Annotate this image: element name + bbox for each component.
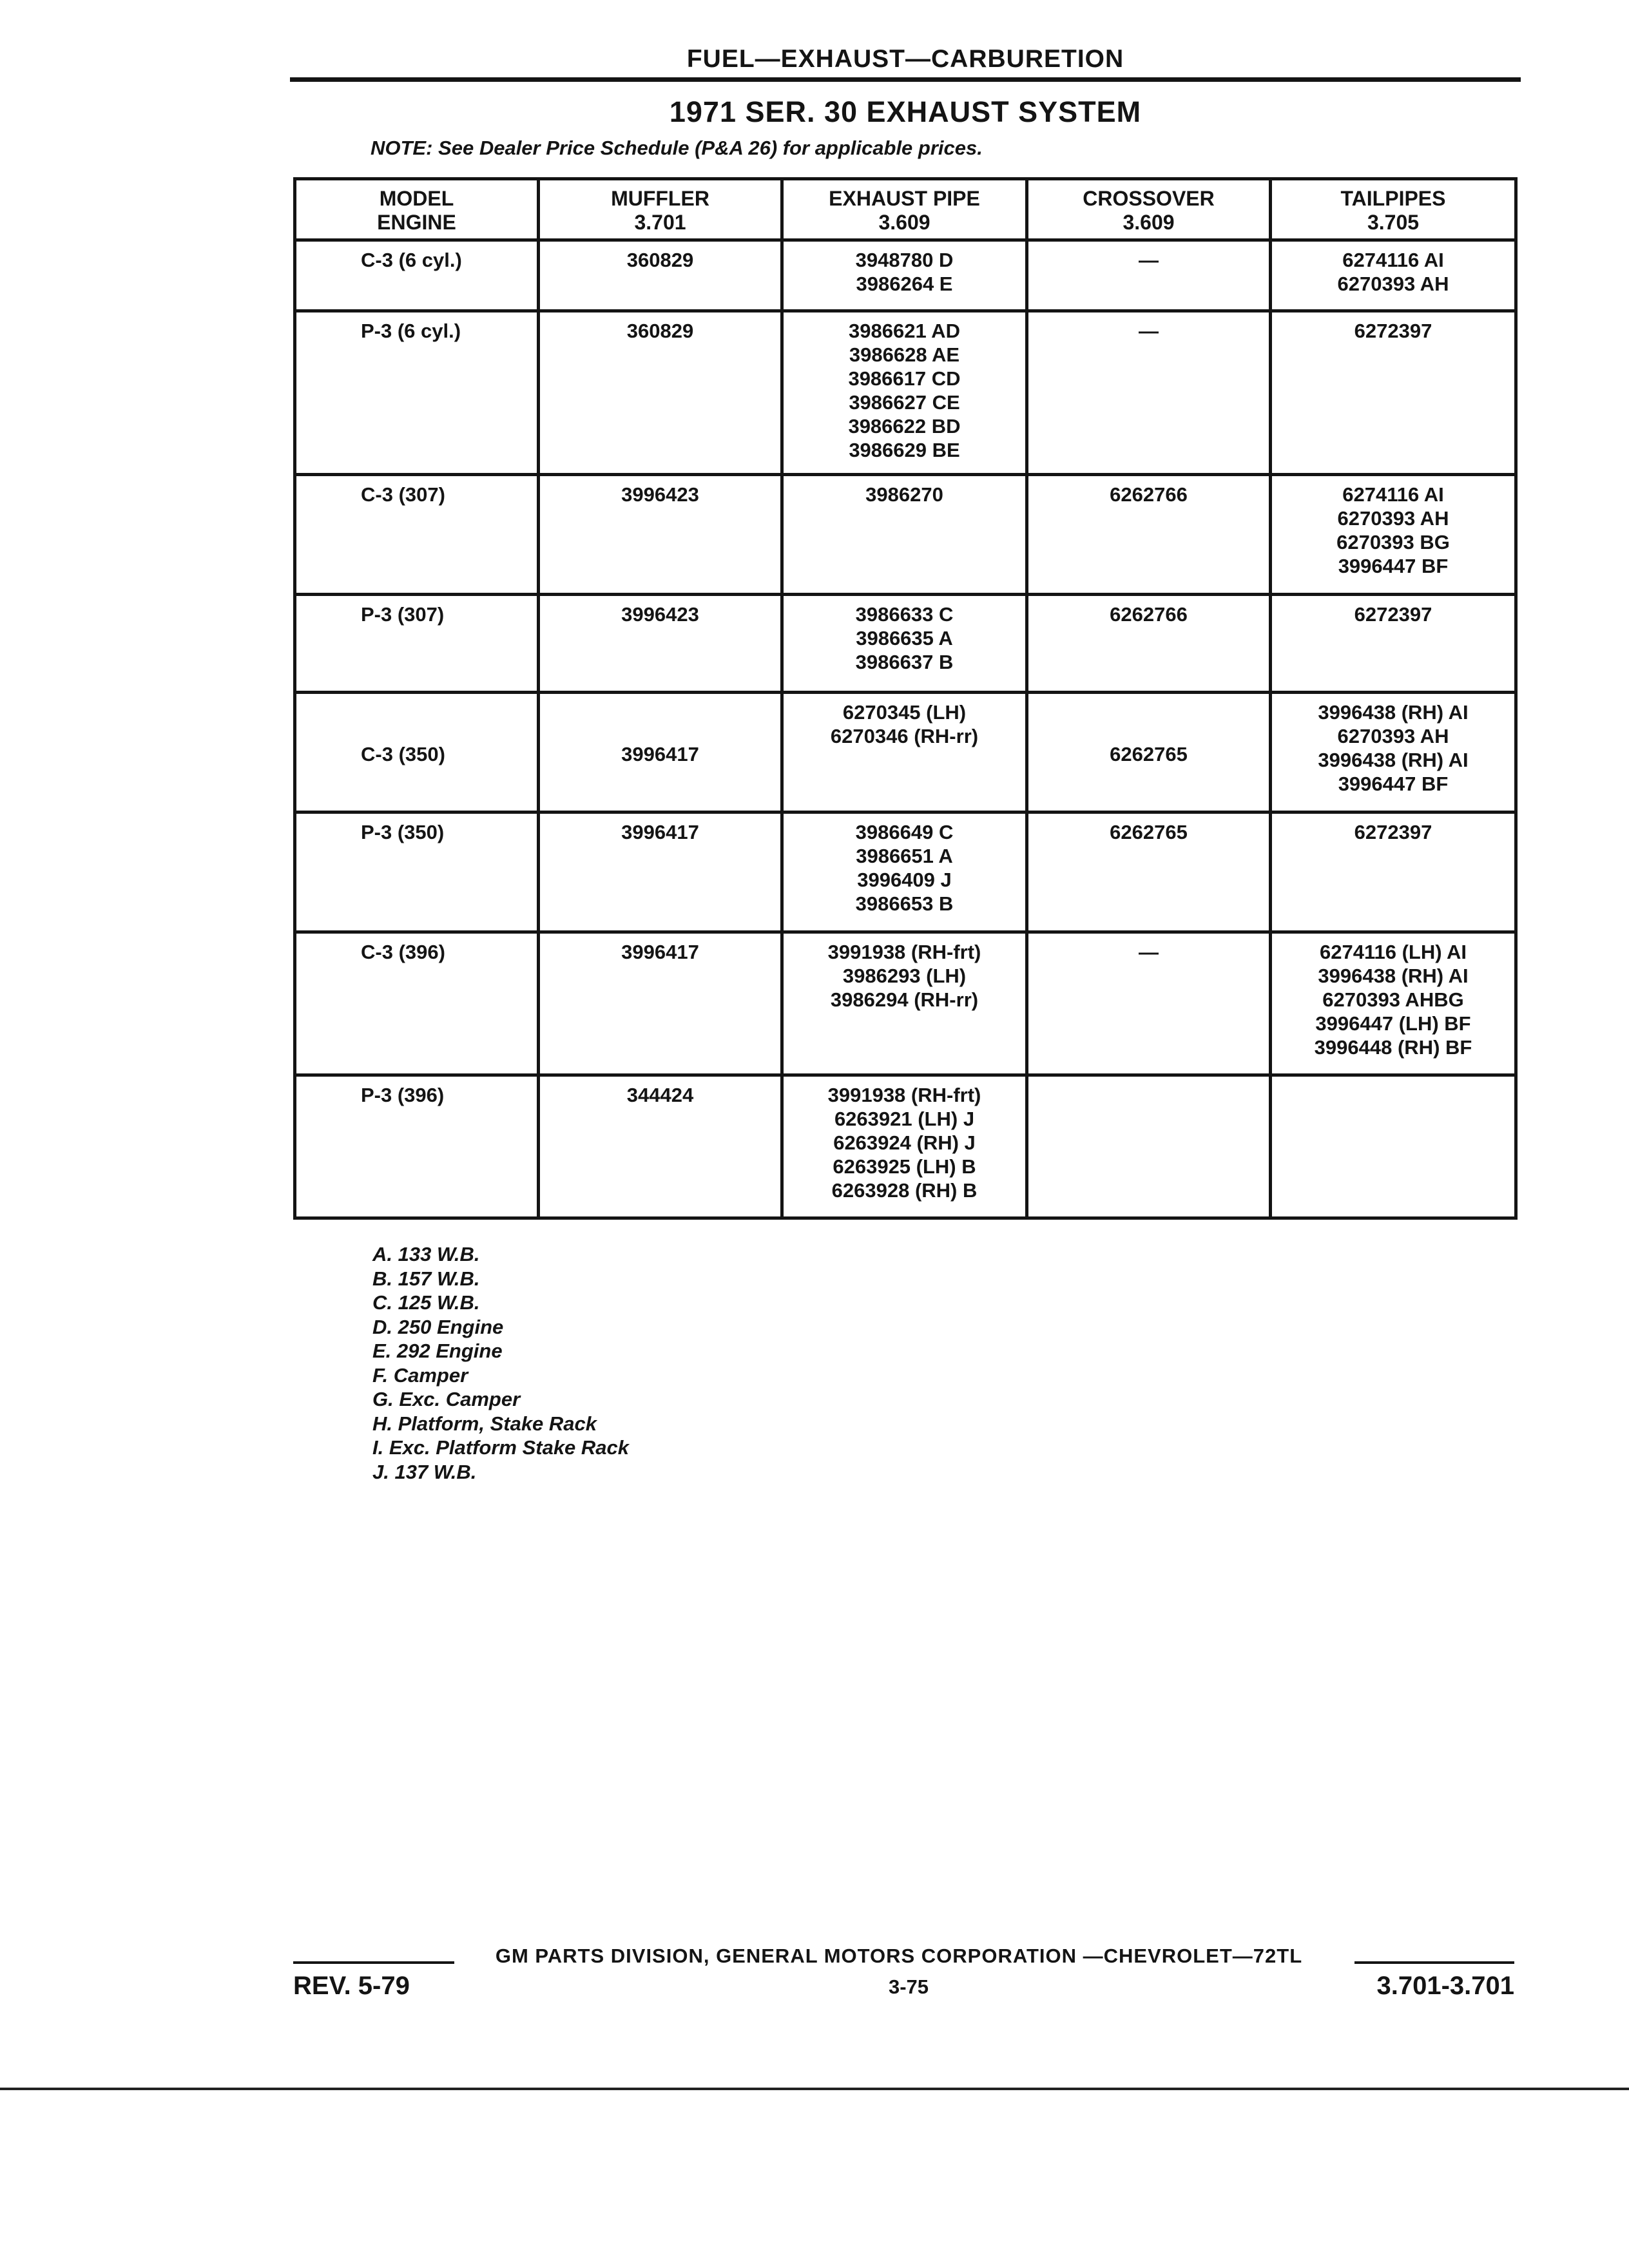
crossover-cell xyxy=(1027,693,1271,812)
table-header xyxy=(295,179,1516,240)
part-number: 3986635 A xyxy=(856,627,953,649)
part-number: 3986270 xyxy=(865,483,943,506)
footer-rule-left xyxy=(293,1961,454,1964)
part-number: 3986293 (LH) xyxy=(842,965,967,987)
crossover-cell xyxy=(1027,932,1271,1075)
part-number: 3996423 xyxy=(621,483,699,506)
part-number: 6272397 xyxy=(1354,320,1432,342)
footnote-item: J. 137 W.B. xyxy=(372,1460,477,1483)
crossover-cell xyxy=(1027,1075,1271,1218)
muffler-cell xyxy=(539,240,782,311)
part-number: 3948780 D xyxy=(855,249,954,271)
table-row xyxy=(295,1075,1516,1218)
part-number: 6263924 (RH) J xyxy=(833,1131,976,1154)
part-number: 6263925 (LH) B xyxy=(833,1155,976,1178)
part-number: 3996417 xyxy=(621,941,699,963)
footnote-item: E. 292 Engine xyxy=(372,1340,503,1362)
part-number: 3986637 B xyxy=(855,651,954,673)
exhaust-pipe-cell xyxy=(782,311,1027,475)
model-engine-cell: P-3 (350) xyxy=(295,812,539,932)
muffler-cell xyxy=(539,812,782,932)
part-number: 3986629 BE xyxy=(849,439,960,461)
exhaust-pipe-cell xyxy=(782,693,1027,812)
tailpipes-cell xyxy=(1271,693,1516,812)
part-number: 3986621 AD xyxy=(849,320,960,342)
part-number: 344424 xyxy=(626,1084,694,1106)
tailpipes-cell xyxy=(1271,475,1516,595)
column-header-line: MODEL xyxy=(379,187,454,210)
part-number: 3996409 J xyxy=(857,869,952,891)
exhaust-pipe-cell xyxy=(782,475,1027,595)
part-number: 6270393 AHBG xyxy=(1322,988,1464,1011)
column-header xyxy=(295,179,539,240)
column-header xyxy=(782,179,1027,240)
footnote-item: I. Exc. Platform Stake Rack xyxy=(372,1436,630,1459)
section-header: FUEL—EXHAUST—CARBURETION xyxy=(686,45,1124,73)
crossover-cell xyxy=(1027,240,1271,311)
header-row xyxy=(295,179,1516,240)
exhaust-pipe-cell xyxy=(782,595,1027,693)
part-number: 6270393 BG xyxy=(1336,531,1450,553)
model-engine-cell: P-3 (307) xyxy=(295,595,539,693)
table-row xyxy=(295,812,1516,932)
tailpipes-cell xyxy=(1271,932,1516,1075)
muffler-cell xyxy=(539,932,782,1075)
part-number: 3986628 AE xyxy=(849,343,960,366)
part-number: 6270346 (RH-rr) xyxy=(830,725,979,747)
part-number: 3986651 A xyxy=(856,845,953,867)
part-number: 6274116 (LH) AI xyxy=(1319,941,1467,963)
part-number: 6270393 AH xyxy=(1337,725,1449,747)
part-number: 6270345 (LH) xyxy=(842,701,967,724)
part-number: 6274116 AI xyxy=(1342,483,1444,506)
part-number: 3986617 CD xyxy=(848,367,961,390)
model-engine-cell: C-3 (6 cyl.) xyxy=(295,240,539,311)
footnotes-list xyxy=(372,1242,629,1484)
part-number: 3986649 C xyxy=(855,821,954,843)
tailpipes-cell xyxy=(1271,1075,1516,1218)
muffler-cell xyxy=(539,475,782,595)
part-number: 6272397 xyxy=(1354,821,1432,843)
exhaust-pipe-cell xyxy=(782,1075,1027,1218)
crossover-cell xyxy=(1027,595,1271,693)
part-number: 360829 xyxy=(626,249,694,271)
footnote-item: H. Platform, Stake Rack xyxy=(372,1412,597,1435)
footnote-item: B. 157 W.B. xyxy=(372,1267,480,1290)
column-header-line: 3.701 xyxy=(634,211,686,234)
table-row xyxy=(295,475,1516,595)
footnote-item: A. 133 W.B. xyxy=(372,1243,480,1265)
table-row xyxy=(295,240,1516,311)
column-header-line: ENGINE xyxy=(377,211,456,234)
part-number: 6263928 (RH) B xyxy=(831,1179,978,1202)
tailpipes-cell xyxy=(1271,812,1516,932)
column-header-line: MUFFLER xyxy=(611,187,709,210)
part-number: 3996438 (RH) AI xyxy=(1318,749,1469,771)
column-header-line: 3.609 xyxy=(878,211,930,234)
page-title: 1971 SER. 30 EXHAUST SYSTEM xyxy=(669,95,1142,128)
part-number: 3996417 xyxy=(621,821,699,843)
part-number: 3986627 CE xyxy=(849,391,960,414)
model-engine-cell: P-3 (396) xyxy=(295,1075,539,1218)
part-number: 3986264 E xyxy=(856,273,953,295)
footnote-item: D. 250 Engine xyxy=(372,1315,504,1338)
part-number: 6274116 AI xyxy=(1342,249,1444,271)
price-note: NOTE: See Dealer Price Schedule (P&A 26) for applicable prices. xyxy=(371,137,983,159)
part-number: 3991938 (RH-frt) xyxy=(827,941,981,963)
footnote-item: C. 125 W.B. xyxy=(372,1291,480,1314)
column-header xyxy=(1271,179,1516,240)
part-number: 3996447 BF xyxy=(1338,555,1449,577)
table-row xyxy=(295,311,1516,475)
table-row xyxy=(295,693,1516,812)
muffler-cell xyxy=(539,311,782,475)
muffler-cell xyxy=(539,693,782,812)
part-number: 3996447 BF xyxy=(1338,773,1449,795)
part-number: 6262765 xyxy=(1110,743,1188,765)
column-header-line: TAILPIPES xyxy=(1340,187,1446,210)
part-number: 3996423 xyxy=(621,603,699,626)
model-engine-cell: C-3 (396) xyxy=(295,932,539,1075)
model-engine-cell: P-3 (6 cyl.) xyxy=(295,311,539,475)
part-number: 3986294 (RH-rr) xyxy=(830,988,979,1011)
part-number: 3986633 C xyxy=(855,603,954,626)
column-header-line: 3.609 xyxy=(1123,211,1175,234)
part-number: 3996447 (LH) BF xyxy=(1315,1012,1471,1035)
muffler-cell xyxy=(539,595,782,693)
exhaust-pipe-cell xyxy=(782,240,1027,311)
exhaust-pipe-cell xyxy=(782,812,1027,932)
part-number: 3996438 (RH) AI xyxy=(1318,965,1469,987)
crossover-cell xyxy=(1027,311,1271,475)
part-number: 6272397 xyxy=(1354,603,1432,626)
exhaust-pipe-cell xyxy=(782,932,1027,1075)
part-number: 360829 xyxy=(626,320,694,342)
part-number: 6262765 xyxy=(1110,821,1188,843)
tailpipes-cell xyxy=(1271,240,1516,311)
part-number: 3996448 (RH) BF xyxy=(1314,1036,1472,1059)
tailpipes-cell xyxy=(1271,595,1516,693)
column-header-line: EXHAUST PIPE xyxy=(829,187,980,210)
footnote-item: G. Exc. Camper xyxy=(372,1388,521,1410)
part-number: — xyxy=(1139,941,1159,963)
part-number: 6262766 xyxy=(1110,483,1188,506)
table-body xyxy=(295,240,1516,1218)
column-header-line: 3.705 xyxy=(1367,211,1420,234)
footer-publisher: GM PARTS DIVISION, GENERAL MOTORS CORPORATION —CHEVROLET—72TL xyxy=(495,1945,1303,1967)
footer-revision: REV. 5-79 xyxy=(293,1972,410,2000)
part-number: 3996438 (RH) AI xyxy=(1318,701,1469,724)
footer-rule-right xyxy=(1354,1961,1514,1964)
part-number: 6262766 xyxy=(1110,603,1188,626)
column-header xyxy=(539,179,782,240)
part-number: 3986622 BD xyxy=(848,415,961,437)
model-engine-cell: C-3 (307) xyxy=(295,475,539,595)
part-number: — xyxy=(1139,249,1159,271)
table-row xyxy=(295,932,1516,1075)
part-number: — xyxy=(1139,320,1159,342)
crossover-cell xyxy=(1027,812,1271,932)
crossover-cell xyxy=(1027,475,1271,595)
muffler-cell xyxy=(539,1075,782,1218)
footer-page-number: 3-75 xyxy=(888,1975,929,1998)
footnote-item: F. Camper xyxy=(372,1363,468,1387)
part-number: 6263921 (LH) J xyxy=(834,1108,975,1130)
part-number: 3991938 (RH-frt) xyxy=(827,1084,981,1106)
part-number: 3996417 xyxy=(621,743,699,765)
header-rule xyxy=(290,77,1521,82)
part-number: 6270393 AH xyxy=(1337,273,1449,295)
table-row xyxy=(295,595,1516,693)
footer-section-range: 3.701-3.701 xyxy=(1376,1972,1514,2000)
column-header xyxy=(1027,179,1271,240)
column-header-line: CROSSOVER xyxy=(1083,187,1215,210)
page-bottom-rule xyxy=(0,2088,1629,2090)
model-engine-cell: C-3 (350) xyxy=(295,693,539,812)
tailpipes-cell xyxy=(1271,311,1516,475)
part-number: 3986653 B xyxy=(855,892,954,915)
part-number: 6270393 AH xyxy=(1337,507,1449,530)
exhaust-parts-table xyxy=(293,177,1518,1220)
